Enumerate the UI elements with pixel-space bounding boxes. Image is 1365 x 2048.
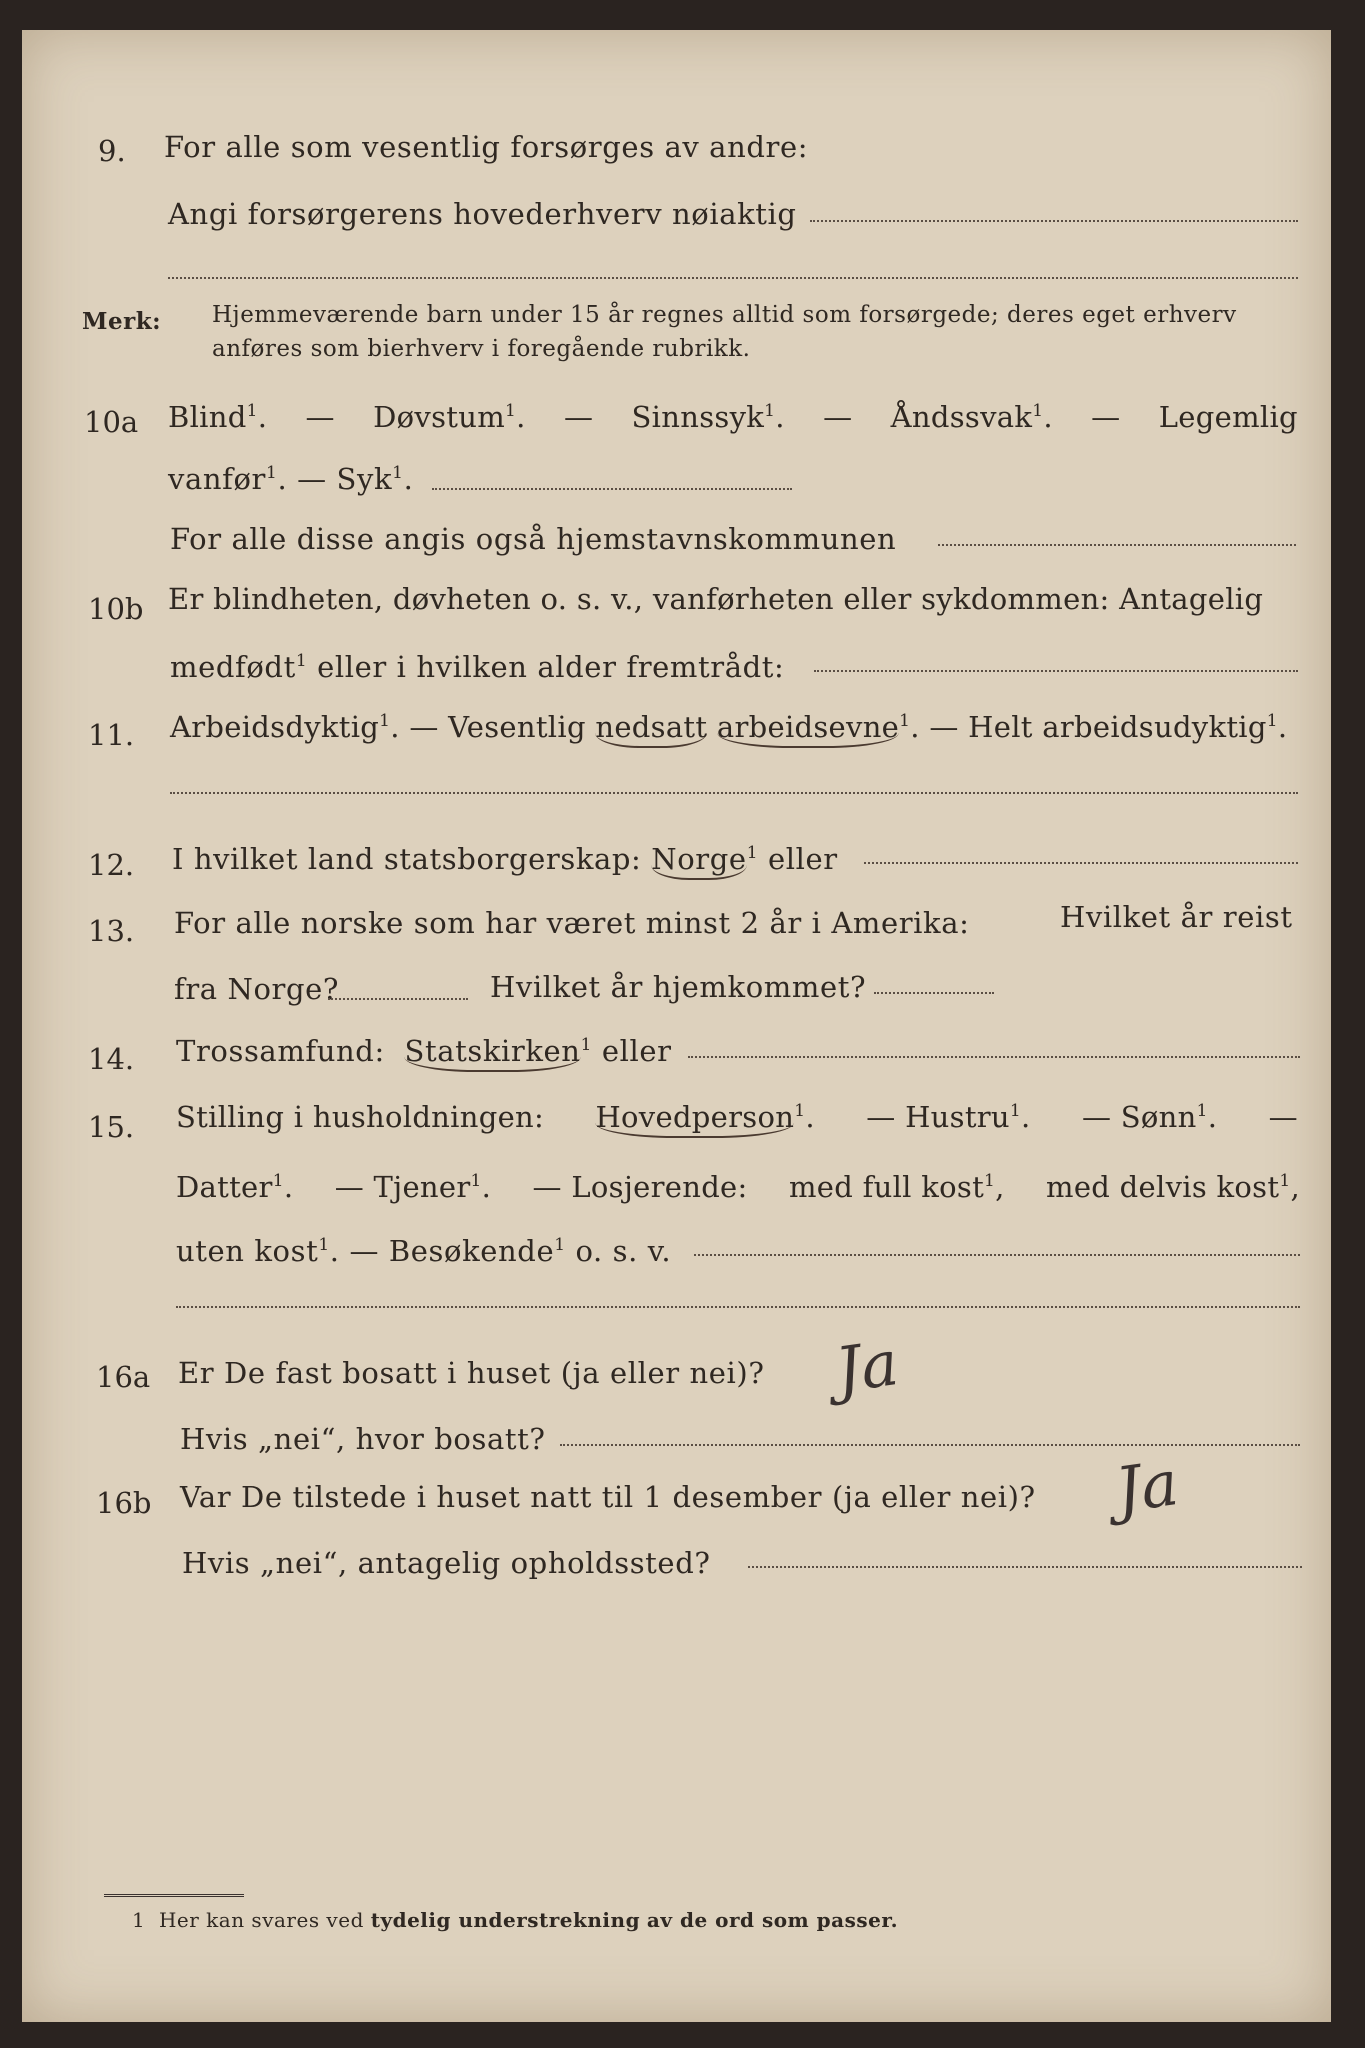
footnote-pre: Her kan svares ved [158,1908,364,1932]
q11-line1 [170,710,1287,744]
q14-statskirken[interactable]: Statskirken$^1$ [404,1034,592,1068]
merk-line2: anføres som bierhverv i foregående rubrikk. [212,336,751,362]
q11-nedsatt-underlined[interactable]: nedsatt [595,710,707,748]
q15-dash: — [1268,1100,1298,1134]
q13-reist-answer-line[interactable] [328,998,468,1000]
census-form-sheet [22,30,1331,2022]
q16b-line1: Var De tilstede i huset natt til 1 desember (ja eller nei)? [180,1480,1036,1514]
q11-answer-line[interactable] [170,792,1298,794]
q16b-number: 16b [96,1486,152,1520]
q10b-number: 10b [88,592,144,626]
q12-text: I hvilket land statsborgerskap: [172,842,642,876]
q16a-line1: Er De fast bosatt i huset (ja eller nei)? [178,1356,765,1390]
q12-eller: eller [767,842,838,876]
q15-datter[interactable]: Datter$^1$. [176,1170,294,1204]
q16a-number: 16a [96,1360,151,1394]
footnote [132,1908,898,1932]
q16a-handwritten-answer[interactable]: Ja [831,1326,903,1407]
q11-arbeidsdyktig[interactable]: Arbeidsdyktig$^1$. [170,710,400,744]
q13-hjemkommet-answer-line[interactable] [874,992,994,994]
q10b-answer-line[interactable] [814,670,1298,672]
footnote-post: av de ord som passer. [646,1908,899,1932]
q14-line [176,1034,672,1068]
q15-sonn[interactable]: — Sønn$^1$. [1081,1100,1218,1134]
q10a-syk-answer-line[interactable] [432,488,792,490]
q15-besokende[interactable]: — Besøkende$^1$ [349,1234,566,1268]
q15-hustru[interactable]: — Hustru$^1$. [866,1100,1031,1134]
q10a-dash: — [305,400,335,434]
q16b-line2: Hvis „nei“, antagelig opholdssted? [182,1546,711,1580]
q15-number: 15. [88,1110,135,1144]
q9-answer-line[interactable] [810,220,1298,222]
q11-vesentlig[interactable]: — Vesentlig [409,710,586,744]
q12-norge[interactable]: Norge$^1$ [651,842,758,876]
q12-answer-line[interactable] [864,862,1298,864]
q12-number: 12. [88,848,135,882]
q12-line [172,842,838,876]
q10a-dovstum[interactable]: Døvstum$^1$. [373,400,526,434]
merk-label: Merk: [82,308,162,335]
q15-line3 [176,1234,671,1268]
q10b-line2 [170,650,784,684]
q15-answer-line[interactable] [694,1254,1300,1256]
q11-helt[interactable]: — Helt arbeidsudyktig$^1$. [929,710,1288,744]
q15-line1 [176,1100,1298,1134]
q15-hovedperson[interactable]: Hovedperson$^1$. [595,1100,814,1134]
q15-full-kost[interactable]: med full kost$^1$, [788,1170,1005,1204]
q10a-dash: — [563,400,594,434]
q10b-medfodt[interactable]: medfødt$^1$ [170,650,308,684]
q15-losjerende: — Losjerende: [532,1170,748,1204]
q10a-dash: — [1091,400,1121,434]
q14-answer-line[interactable] [688,1056,1300,1058]
q14-text: Trossamfund: [176,1034,385,1068]
q10a-hjemstavn-answer-line[interactable] [938,544,1296,546]
q10a-legemlig[interactable]: Legemlig [1158,400,1298,434]
q10b-line1: Er blindheten, døvheten o. s. v., vanførheten eller sykdommen: Antagelig [168,582,1264,616]
q15-delvis-kost[interactable]: med delvis kost$^1$, [1046,1170,1300,1204]
q9-answer-line-2[interactable] [168,277,1298,279]
q10b-line2-rest: eller i hvilken alder fremtrådt: [317,650,785,684]
footnote-mark: 1 [132,1908,146,1932]
q13-hjemkommet: Hvilket år hjemkommet? [490,970,867,1004]
merk-line1: Hjemmeværende barn under 15 år regnes alltid som forsørgede; deres eget erhverv [212,302,1237,328]
q10a-syk[interactable]: Syk$^1$. [336,462,414,496]
q10a-dash: — [823,400,853,434]
q10a-blind[interactable]: Blind$^1$. [168,400,268,434]
q13-number: 13. [88,914,135,948]
q13-fra-norge: fra Norge? [174,972,340,1006]
q10a-andssvak[interactable]: Åndssvak$^1$. [890,400,1053,434]
q9-line2: Angi forsørgerens hovederhverv nøiaktig [168,197,797,231]
q10a-sinnssyk[interactable]: Sinnssyk$^1$. [631,400,785,434]
q15-line2 [176,1170,1300,1204]
q14-number: 14. [88,1042,135,1076]
q15-answer-line-2[interactable] [176,1306,1300,1308]
q9-number: 9. [98,134,126,168]
q15-uten-kost[interactable]: uten kost$^1$. [176,1234,340,1268]
q10a-line1 [168,400,1298,434]
q10a-line3: For alle disse angis også hjemstavnskommunen [170,522,897,556]
q9-line1: For alle som vesentlig forsørges av andre: [164,130,809,164]
q11-arbeidsevne[interactable]: arbeidsevne$^1$. [717,710,920,744]
q16a-answer-line[interactable] [560,1444,1300,1446]
q13-line1: For alle norske som har været minst 2 år i Amerika: [174,906,970,940]
q10a-line2 [168,462,413,496]
footnote-rule [104,1894,244,1897]
q15-tjener[interactable]: — Tjener$^1$. [334,1170,492,1204]
q16b-answer-line[interactable] [748,1566,1302,1568]
q16a-line2: Hvis „nei“, hvor bosatt? [180,1422,546,1456]
q11-number: 11. [88,718,135,752]
q10a-dash: — [297,462,327,496]
q10a-number: 10a [84,405,139,439]
q13-reist-label: Hvilket år reist [1060,900,1293,934]
q16b-handwritten-answer[interactable]: Ja [1111,1446,1183,1527]
q10a-vanfor[interactable]: vanfør$^1$. [168,462,288,496]
footnote-bold: tydelig understrekning [370,1908,641,1932]
q14-eller: eller [601,1034,672,1068]
q15-stilling: Stilling i husholdningen: [176,1100,545,1134]
q15-osv: o. s. v. [575,1234,672,1268]
